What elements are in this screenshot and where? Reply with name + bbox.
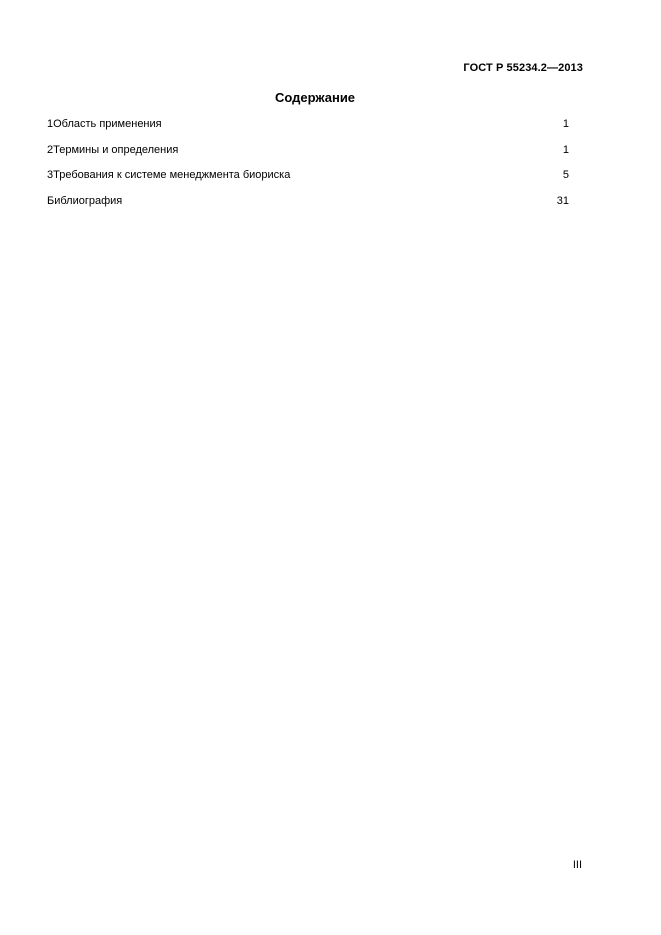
toc-entry[interactable] bbox=[47, 144, 569, 170]
toc-entry-page: 1 bbox=[562, 143, 569, 156]
document-code: ГОСТ Р 55234.2—2013 bbox=[463, 62, 583, 74]
toc-entry[interactable] bbox=[47, 195, 569, 221]
toc-entry-title: 3Требования к системе менеджмента биориска bbox=[47, 169, 291, 181]
toc-entry-page: 1 bbox=[562, 118, 569, 130]
toc-entry[interactable] bbox=[47, 169, 569, 195]
toc-entry-title: Библиография bbox=[47, 194, 123, 207]
table-of-contents bbox=[47, 118, 569, 220]
page-number: III bbox=[572, 859, 582, 871]
toc-entry-page: 31 bbox=[556, 194, 569, 207]
toc-entry-title: 1Область применения bbox=[47, 118, 162, 130]
toc-entry-page: 5 bbox=[562, 169, 569, 181]
toc-entry[interactable] bbox=[47, 118, 569, 144]
toc-entry-title: 2Термины и определения bbox=[47, 143, 179, 156]
toc-title: Содержание bbox=[274, 90, 356, 105]
